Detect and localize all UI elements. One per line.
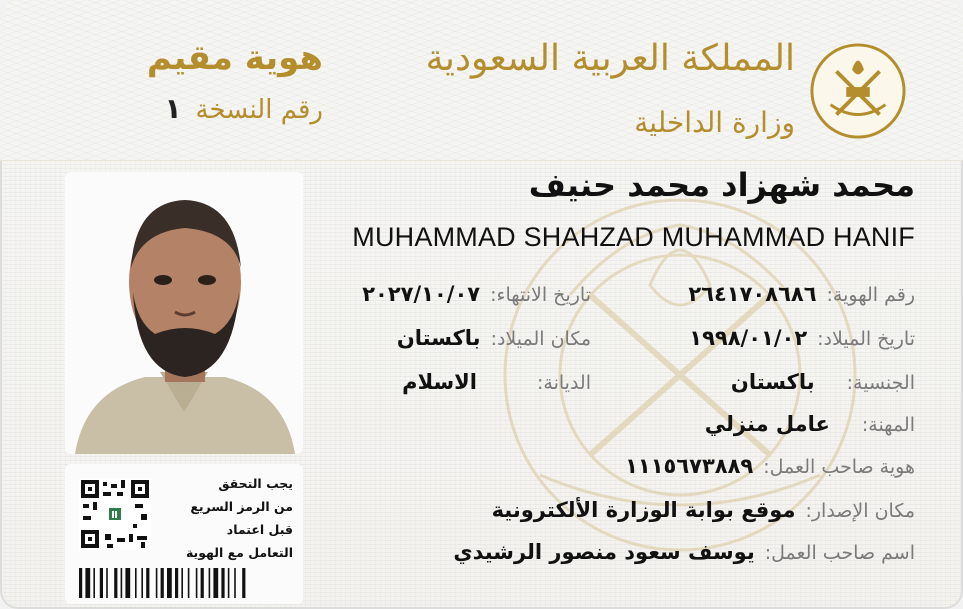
field-label: المهنة:: [861, 414, 915, 436]
qr-panel: [65, 464, 303, 604]
field-employer-id: [625, 454, 915, 478]
field-label: مكان الميلاد:: [490, 328, 591, 350]
field-label: هوية صاحب العمل:: [763, 456, 915, 478]
qr-note-line: قبل اعتماد: [226, 522, 293, 537]
field-label: الديانة:: [537, 372, 591, 394]
field-label: تاريخ الميلاد:: [817, 328, 915, 350]
holder-name-english: MUHAMMAD SHAHZAD MUHAMMAD HANIF: [352, 222, 915, 252]
photo-portrait: [65, 172, 303, 454]
field-label: الجنسية:: [846, 372, 915, 394]
field-birth-place: [397, 326, 591, 350]
copy-label: رقم النسخة: [195, 95, 323, 125]
field-value: باكستان: [730, 370, 815, 394]
field-expiry-date: [362, 282, 591, 306]
field-value: ١٩٩٨/٠١/٠٢: [689, 326, 808, 350]
field-birth-date: [689, 326, 915, 350]
copy-number-row: [164, 92, 323, 125]
qr-verification-note: [153, 472, 293, 564]
field-label: مكان الإصدار:: [805, 500, 915, 522]
field-value: ٢٦٤١٧٠٨٦٨٦: [688, 282, 817, 306]
field-nationality: [731, 370, 915, 394]
holder-photo: [65, 172, 303, 454]
field-value: ١١١٥٦٧٣٨٨٩: [625, 454, 754, 478]
kingdom-name: المملكة العربية السعودية: [425, 38, 795, 79]
qr-note-line: من الرمز السريع: [190, 499, 293, 514]
card-type-title: هوية مقيم: [146, 38, 323, 78]
field-value: الاسلام: [402, 370, 477, 394]
field-value: موقع بوابة الوزارة الألكترونية: [491, 498, 796, 522]
qr-code-icon: [79, 478, 151, 550]
field-religion: [402, 370, 591, 394]
qr-note-line: التعامل مع الهوية: [185, 545, 293, 560]
holder-name-arabic: محمد شهزاد محمد حنيف: [528, 166, 915, 204]
field-value: باكستان: [396, 326, 481, 350]
field-value: ٢٠٢٧/١٠/٠٧: [362, 282, 481, 306]
emblem-icon: [809, 42, 907, 140]
barcode-icon: [77, 568, 289, 598]
field-label: اسم صاحب العمل:: [764, 542, 915, 564]
field-label: تاريخ الانتهاء:: [490, 284, 591, 306]
field-employer-name: [453, 540, 915, 564]
field-value: يوسف سعود منصور الرشيدي: [453, 540, 755, 564]
field-id-number: [688, 282, 915, 306]
ministry-name: وزارة الداخلية: [634, 106, 795, 139]
copy-number: ١: [164, 92, 182, 125]
qr-note-line: يجب التحقق: [218, 476, 293, 491]
field-label: رقم الهوية:: [826, 284, 915, 306]
field-issue-place: [492, 498, 915, 522]
field-value: عامل منزلي: [704, 412, 830, 436]
field-occupation: [705, 412, 915, 436]
